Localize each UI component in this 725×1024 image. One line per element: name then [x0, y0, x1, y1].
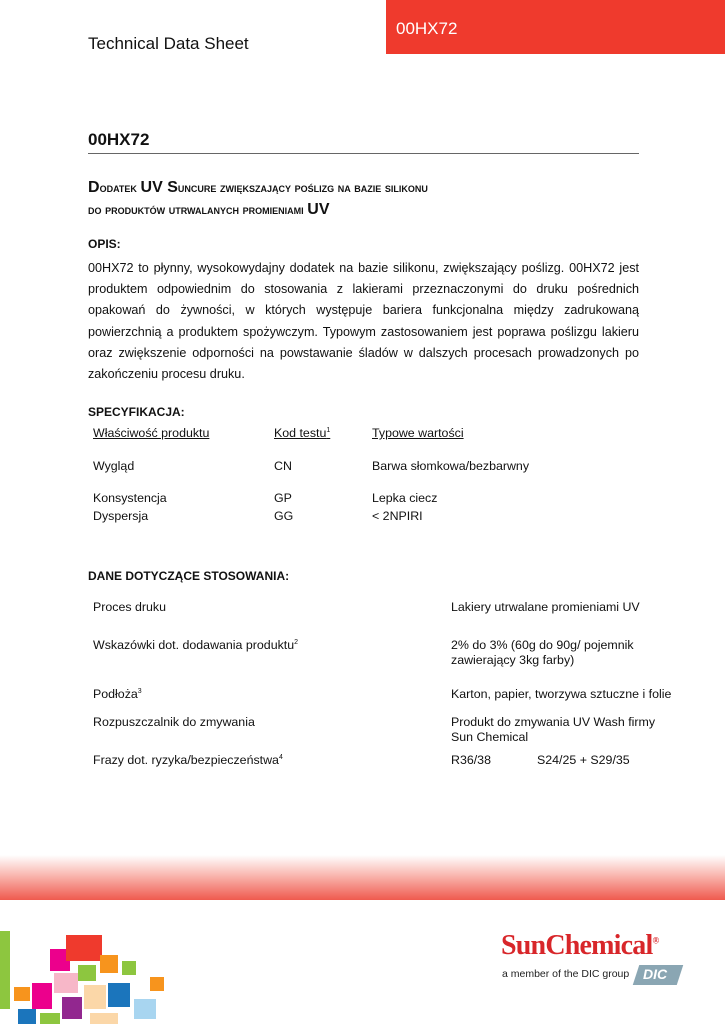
footer-gradient	[0, 855, 725, 900]
application-label: DANE DOTYCZĄCE STOSOWANIA:	[88, 569, 290, 583]
application-row-value: Lakiery utrwalane promieniami UV	[451, 600, 640, 614]
sunchemical-logo: SunChemical®	[501, 930, 659, 961]
mosaic-block	[18, 1009, 36, 1024]
subtitle-line-2	[88, 199, 648, 221]
subtitle-text-run: uncure zwiększający poślizg na bazie silikonu	[177, 180, 428, 195]
mosaic-block	[100, 955, 118, 973]
application-row-value: Produkt do zmywania UV Wash firmy Sun Chemical	[451, 715, 656, 744]
logo-tagline: a member of the DIC group	[502, 968, 630, 980]
spec-row-value: < 2NPIRI	[372, 509, 423, 523]
risk-s-phrases: S24/25 + S29/35	[537, 753, 630, 767]
subtitle-text-run: UV	[307, 201, 330, 218]
mosaic-block	[32, 983, 52, 1009]
subtitle-line-1	[88, 177, 648, 199]
spec-row-code: GP	[274, 491, 292, 505]
spec-header-typical: Typowe wartości	[372, 426, 464, 440]
spec-row-code: GG	[274, 509, 294, 523]
spec-header-property: Właściwość produktu	[93, 426, 210, 440]
mosaic-block	[14, 987, 30, 1001]
mosaic-block	[40, 1013, 60, 1024]
spec-row-property: Dyspersja	[93, 509, 149, 523]
mosaic-block	[134, 999, 156, 1019]
decorative-mosaic	[0, 925, 180, 1024]
mosaic-block	[84, 985, 106, 1009]
document-title: Technical Data Sheet	[88, 34, 249, 53]
dic-logo-text: DIC	[643, 966, 668, 982]
spec-header-test-code: Kod testu$^1$	[274, 426, 331, 440]
divider	[88, 153, 639, 154]
spec-row-property: Konsystencja	[93, 491, 167, 505]
product-code: 00HX72	[88, 130, 150, 149]
application-row-label: Rozpuszczalnik do zmywania	[93, 715, 255, 729]
application-row-value: 2% do 3% (60g do 90g/ pojemnik zawierający 3kg farby)	[451, 638, 634, 667]
application-row-label: Wskazówki dot. dodawania produktu$^2$	[93, 638, 299, 652]
subtitle-text-run: D	[88, 179, 100, 196]
spec-row-value: Barwa słomkowa/bezbarwny	[372, 459, 530, 473]
subtitle-text-run: do produktów utrwalanych promieniami	[88, 202, 308, 217]
risk-r-phrases: R36/38	[451, 753, 491, 767]
application-row-value: Karton, papier, tworzywa sztuczne i folie	[451, 687, 672, 701]
mosaic-block	[108, 983, 130, 1007]
spec-row-property: Wygląd	[93, 459, 135, 473]
mosaic-block	[78, 965, 96, 981]
mosaic-block	[54, 973, 78, 993]
description-text: 00HX72 to płynny, wysokowydajny dodatek na bazie silikonu, zwiększający poślizg. 00HX72 jest produktem odpowiednim do stosowania z lakierami przeznaczonymi do druku pośrednich opakowań do żywności, w których występuje bariera funkcjonalna między zadrukowaną powierzchnią a produktem spożywczym. Typowym zastosowaniem jest poprawa poślizgu lakieru oraz zwiększenie odporności na powstawanie śladów w dalszych procesach prowadzonych po zakończeniu procesu druku.	[88, 261, 639, 382]
mosaic-block	[122, 961, 136, 975]
product-subtitle	[88, 177, 648, 221]
mosaic-block	[62, 997, 82, 1019]
risk-phrases-label: Frazy dot. ryzyka/bezpieczeństwa$^4$	[93, 753, 283, 767]
spec-row-value: Lepka ciecz	[372, 491, 438, 505]
subtitle-text-run: UV S	[140, 179, 178, 196]
header-product-code: 00HX72	[396, 19, 458, 38]
application-row-label: Podłoża$^3$	[93, 687, 142, 701]
mosaic-block	[0, 931, 10, 1009]
subtitle-text-run: odatek	[99, 180, 141, 195]
spec-row-code: CN	[274, 459, 292, 473]
description-label: OPIS:	[88, 237, 121, 251]
specification-label: SPECYFIKACJA:	[88, 405, 185, 419]
mosaic-block	[90, 1013, 118, 1024]
mosaic-block	[150, 977, 164, 991]
application-row-label: Proces druku	[93, 600, 167, 614]
mosaic-block	[66, 935, 102, 961]
